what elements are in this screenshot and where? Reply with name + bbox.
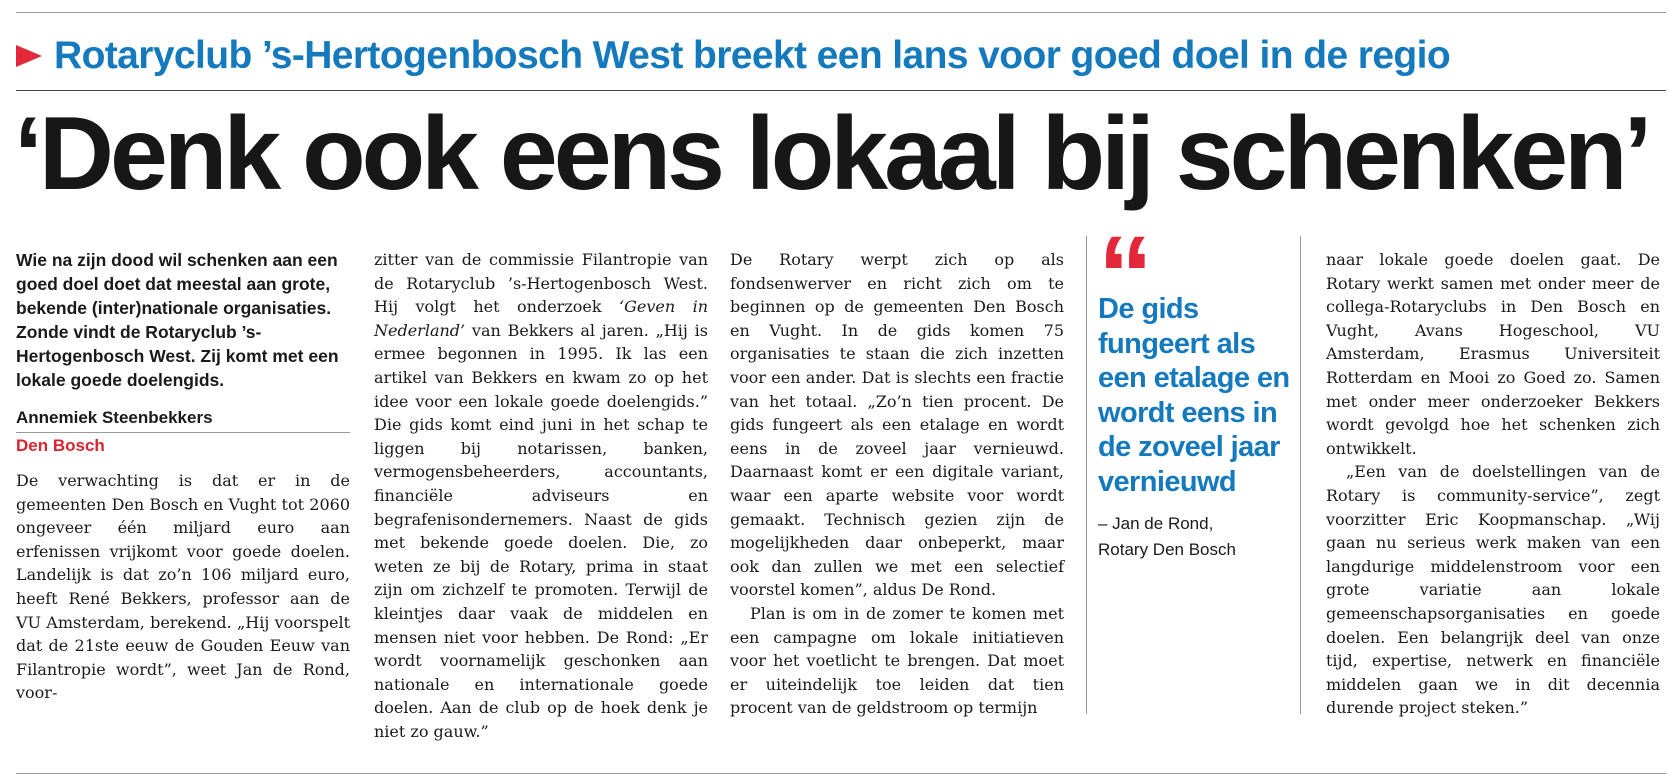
- kicker-rule: [16, 90, 1666, 91]
- headline: ‘Denk ook eens lokaal bij schenken’: [14, 96, 1649, 212]
- column-5: [1326, 248, 1660, 720]
- body-paragraph-6: „Een van de doelstellingen van de Rotary is community-service”, zegt voorzitter Eric Koopmanschap. „Wij gaan nu serieus werk maken van een langdurige middelenstroom voor een grote variatie aan lokale gemeenschapsorganisaties en goede doelen. Een belangrijk deel van onze tijd, expertise, netwerk en financiële middelen gaan we in dit decennia durende project steken.”: [1326, 462, 1660, 718]
- byline-author: Annemiek Steenbekkers: [16, 406, 350, 433]
- pullquote-text: De gids fungeert als een etalage en wordt eens in de zoveel jaar vernieuwd: [1098, 293, 1290, 498]
- kicker: [16, 28, 1666, 84]
- body-paragraph-4: Plan is om in de zomer te komen met een campagne om lokale initiatieven voor het voetlicht te brengen. Dat moet er uiteindelijk toe leiden dat tien procent van de geldstroom op termijn: [730, 603, 1064, 718]
- column-2: [374, 248, 708, 743]
- body-paragraph-3: De Rotary werpt zich op als fondsenwerver en richt zich om te beginnen op de gemeenten Den Bosch en Vught. In de gids komen 75 organisaties te staan die zich inzetten voor een ander. Dat is slechts een fractie van het totaal. „Zo’n tien procent. De gids fungeert als een etalage en wordt eens in de zoveel jaar vernieuwd. Daarnaast komt er een digitale variant, waar een aparte website voor wordt gemaakt. Technisch gezien zijn de mogelijkheden daar onbeperkt, maar ook dan zullen we met een selectief voorstel komen”, aldus De Rond.: [730, 250, 1064, 600]
- pullquote: [1098, 236, 1294, 563]
- body-paragraph-5: naar lokale goede doelen gaat. De Rotary werkt samen met onder meer de collega-Rotaryclubs in Den Bosch en Vught, Avans Hogeschool, VU Amsterdam, Erasmus Universiteit Rotterdam en Mooi zo Goed zo. Samen met onder meer onderzoeker Bekkers wordt gevolgd hoe het schenken zich ontwikkelt.: [1326, 250, 1660, 458]
- column-1: [16, 248, 350, 705]
- body-paragraph-2-b: van Bekkers al jaren. „Hij is ermee begonnen in 1995. Ik las een artikel van Bekkers en kwam zo op het idee voor een lokale goede doelengids.” Die gids komt eind juni in het schap te liggen bij notarissen, banken, vermogensbeheerders, accountants, financiële adviseurs en begrafenisondernemers. Naast de gids met bekende goede doelen. Die, zo weten ze bij de Rotary, prima in staat zijn om zichzelf te promoten. Terwijl de kleintjes daar vaak de middelen en mensen niet voor hebben. De Rond: „Er wordt voornamelijk geschonken aan nationale en internationale goede doelen. Aan de club op de hoek denk je niet zo gauw.”: [374, 320, 708, 741]
- kicker-triangle-icon: [16, 45, 42, 67]
- body-paragraph-2-a: zitter van de commissie Filantropie van de Rotaryclub ’s-Hertogenbosch West. Hij volgt het onderzoek: [374, 250, 708, 317]
- pullquote-divider-right: [1300, 236, 1301, 714]
- pullquote-source-name: – Jan de Rond,: [1098, 514, 1214, 533]
- byline-location: Den Bosch: [16, 436, 105, 455]
- pullquote-divider-left: [1086, 236, 1087, 714]
- kicker-text: Rotaryclub ’s-Hertogenbosch West breekt een lans voor goed doel in de regio: [54, 34, 1451, 77]
- pullquote-source-org: Rotary Den Bosch: [1098, 540, 1236, 559]
- pullquote-source: [1098, 511, 1294, 563]
- bottom-rule: [16, 773, 1666, 774]
- intro: Wie na zijn dood wil schenken aan een goed doel doet dat meestal aan grote, bekende (inter)nationale organisaties. Zonde vindt de Rotaryclub ’s-Hertogenbosch West. Zij komt met een lokale goede doelengids.: [16, 250, 339, 390]
- top-rule: [16, 12, 1666, 13]
- column-3: [730, 248, 1064, 720]
- body-paragraph-2: [374, 248, 708, 743]
- body-paragraph-2-title: ‘Geven in Nederland’: [374, 297, 709, 340]
- quote-mark-icon: [1098, 236, 1294, 284]
- body-paragraph-1: De verwachting is dat er in de gemeenten Den Bosch en Vught tot 2060 ongeveer één miljard euro aan erfenissen vrijkomt voor goede doelen. Landelijk is dat zo’n 106 miljard euro, heeft René Bekkers, professor aan de VU Amsterdam, berekend. „Hij voorspelt dat de 21ste eeuw de Gouden Eeuw van Filantropie wordt”, weet Jan de Rond, voor-: [16, 471, 350, 703]
